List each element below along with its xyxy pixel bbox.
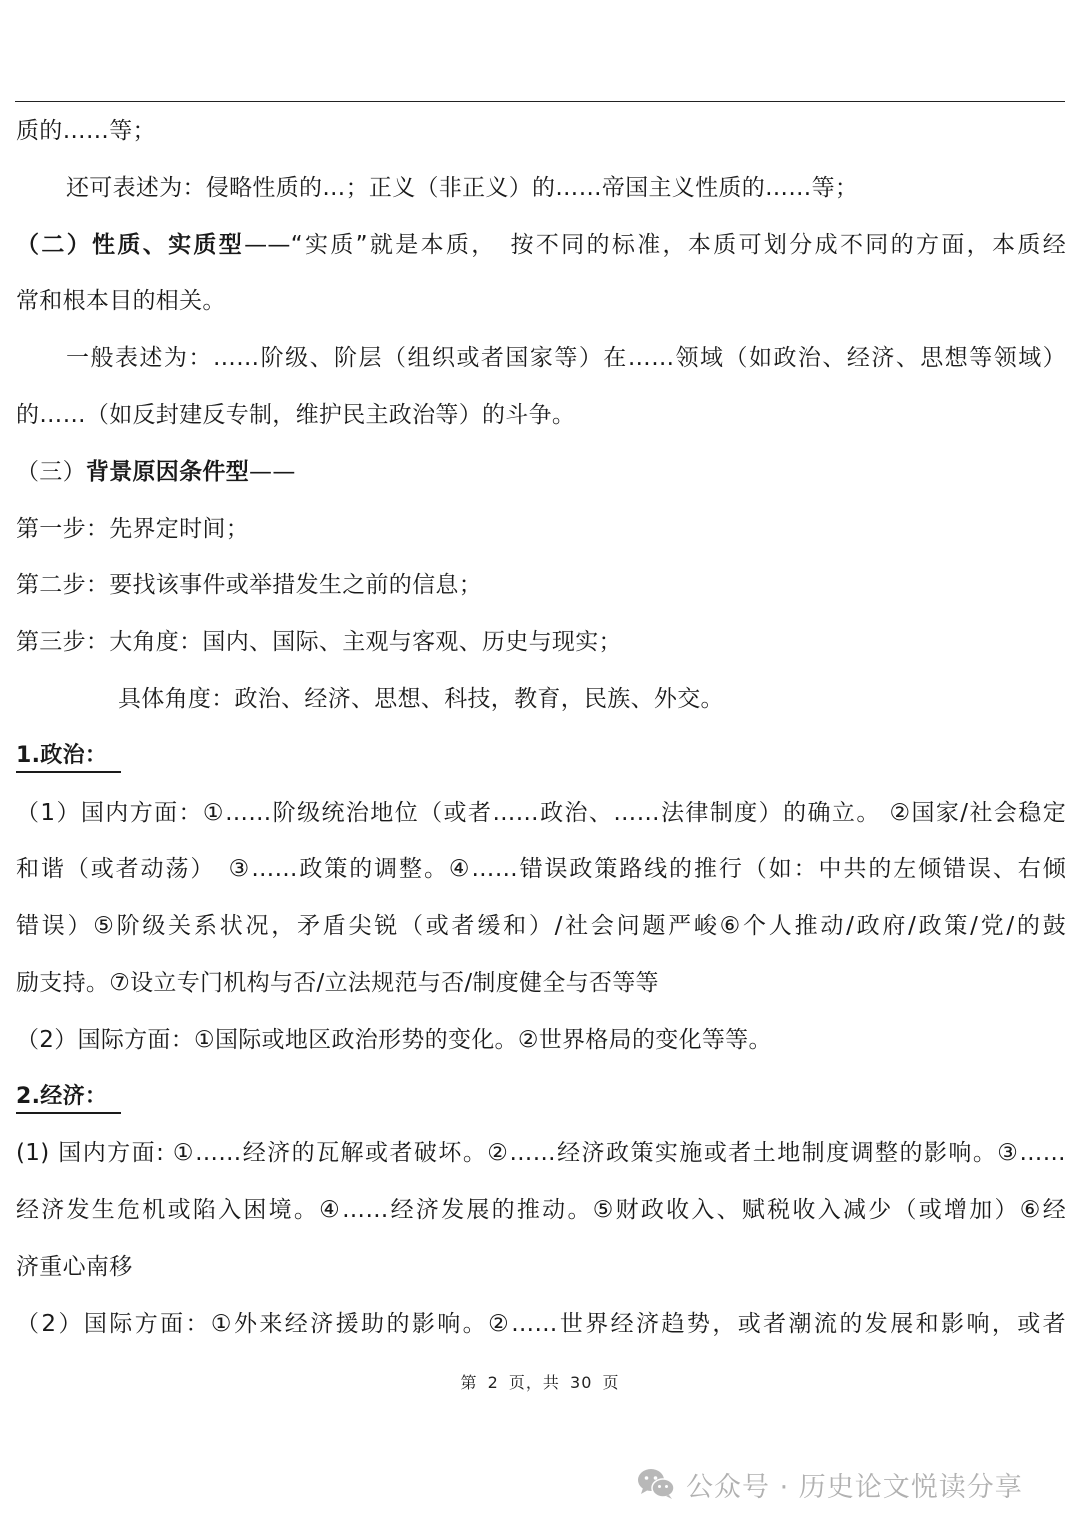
step-line: 具体角度：政治、经济、思想、科技，教育，民族、外交。	[118, 685, 724, 712]
text-line: 和谐（或者动荡） ③……政策的调整。④……错误政策路线的推行（如：中共的左倾错误、右倾	[16, 856, 1066, 883]
section-label-rest: ——	[249, 458, 296, 485]
subheading-text: 2.经济：	[16, 1082, 121, 1114]
text-line: 济重心南移	[16, 1253, 133, 1280]
step-line: 第三步：大角度：国内、国际、主观与客观、历史与现实；	[16, 629, 622, 656]
subheading-politics	[16, 728, 1066, 785]
section-heading-nature	[16, 217, 1066, 274]
footer-label: 页	[602, 1373, 620, 1392]
text-line: （2）国际方面：①国际或地区政治形势的变化。②世界格局的变化等等。	[16, 1026, 772, 1053]
section-prefix: （三）	[16, 458, 86, 485]
step-line: 第一步：先界定时间；	[16, 515, 249, 542]
section-label-rest: ——“实质”就是本质， 按不同的标准，本质可划分成不同的方面，本质经	[244, 231, 1066, 258]
footer-label: 页，共	[508, 1373, 560, 1392]
wechat-watermark	[636, 1460, 1023, 1508]
text-line: 的……（如反封建反专制，维护民主政治等）的斗争。	[16, 401, 576, 428]
page-footer	[0, 1370, 1080, 1393]
footer-label: 第	[460, 1373, 478, 1392]
section-label-bold: 背景原因条件型	[85, 458, 250, 485]
page-top-rule	[15, 101, 1065, 102]
section-heading-background	[16, 444, 1066, 501]
watermark-text: 公众号 · 历史论文悦读分享	[686, 1471, 1023, 1503]
text-line: 错误）⑤阶级关系状况，矛盾尖锐（或者缓和）/社会问题严峻⑥个人推动/政府/政策/党/的鼓	[16, 913, 1066, 940]
text-line: （2）国际方面：①外来经济援助的影响。②……世界经济趋势，或者潮流的发展和影响，或者	[16, 1310, 1066, 1337]
text-line: 励支持。⑦设立专门机构与否/立法规范与否/制度健全与否等等	[16, 969, 659, 996]
subheading-text: 1.政治：	[16, 741, 121, 773]
text-line: 一般表述为：……阶级、阶层（组织或者国家等）在……领域（如政治、经济、思想等领域）	[66, 345, 1066, 372]
text-line: 常和根本目的相关。	[16, 288, 226, 315]
text-line: （1）国内方面：①……阶级统治地位（或者……政治、……法律制度）的确立。 ②国家/社会稳定	[16, 799, 1066, 826]
text-line: 经济发生危机或陷入困境。④……经济发展的推动。⑤财政收入、赋税收入减少（或增加）⑥经	[16, 1197, 1066, 1224]
text-line: 还可表述为：侵略性质的…；正义（非正义）的……帝国主义性质的……等；	[66, 174, 859, 201]
footer-page-number: 2	[487, 1373, 499, 1392]
wechat-icon	[636, 1467, 676, 1501]
text-line: 质的……等；	[16, 118, 156, 144]
text-line: (1) 国内方面: ①……经济的瓦解或者破坏。②……经济政策实施或者土地制度调整的影响。③……	[16, 1140, 1066, 1167]
subheading-economy	[16, 1069, 1066, 1126]
footer-total-pages: 30	[570, 1373, 593, 1392]
document-body	[16, 103, 1066, 1353]
step-line: 第二步：要找该事件或举措发生之前的信息；	[16, 572, 482, 599]
section-label-bold: （二）性质、实质型	[16, 231, 245, 258]
